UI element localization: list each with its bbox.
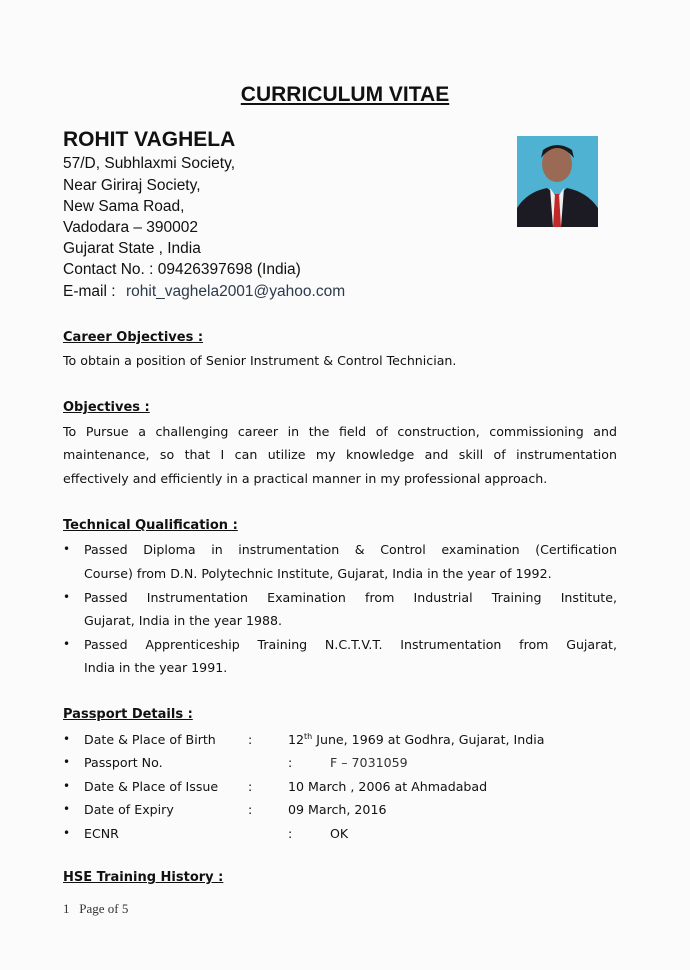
section-heading-passport: Passport Details : [63,707,193,722]
contact-number: Contact No. : 09426397698 (India) [63,261,301,278]
colon: : [288,826,293,841]
qualification-line: India in the year 1991. [84,660,228,675]
candidate-name: ROHIT VAGHELA [63,128,236,151]
address-line: Gujarat State , India [63,240,201,257]
objectives-line: effectively and efficiently in a practical manner in my professional approach. [63,471,548,486]
passport-label: Date of Expiry [84,802,174,817]
passport-value [288,732,544,747]
page-number: 1 [63,901,70,916]
address-line: New Sama Road, [63,198,185,215]
bullet-icon: • [63,637,71,651]
colon: : [248,779,253,794]
bullet-icon: • [63,732,71,746]
birth-day: 12 [288,732,305,748]
address-line: 57/D, Subhlaxmi Society, [63,155,236,172]
birth-details: June, 1969 at Godhra, Gujarat, India [312,732,545,748]
passport-label: Passport No. [84,755,163,770]
passport-value: F – 7031059 [330,755,408,770]
section-heading-hse: HSE Training History : [63,870,224,885]
qualification-line: Passed Apprenticeship Training N.C.T.V.T. Instrumentation from Gujarat, [84,637,617,652]
section-heading-objectives: Objectives : [63,400,150,415]
document-title: CURRICULUM VITAE [240,83,450,106]
email-label: E-mail : [63,283,116,300]
birth-day-suffix: th [304,732,313,741]
address-line: Vadodara – 390002 [63,219,199,236]
qualification-line: Passed Instrumentation Examination from Industrial Training Institute, [84,590,617,605]
colon: : [248,802,253,817]
passport-label: Date & Place of Birth [84,732,216,747]
career-text: To obtain a position of Senior Instrument & Control Technician. [63,353,457,368]
passport-label: ECNR [84,826,119,841]
section-heading-technical: Technical Qualification : [63,518,238,533]
page-footer [63,901,128,917]
bullet-icon: • [63,542,71,556]
email-link[interactable]: rohit_vaghela2001@yahoo.com [126,283,346,300]
colon: : [248,732,253,747]
section-heading-career: Career Objectives : [63,330,204,345]
passport-value: 09 March, 2016 [288,802,387,817]
profile-photo [517,136,598,227]
address-line: Near Giriraj Society, [63,177,201,194]
passport-value: 10 March , 2006 at Ahmadabad [288,779,488,794]
passport-label: Date & Place of Issue [84,779,219,794]
qualification-line: Course) from D.N. Polytechnic Institute, Gujarat, India in the year of 1992. [84,566,552,581]
qualification-line: Gujarat, India in the year 1988. [84,613,283,628]
objectives-line: To Pursue a challenging career in the field of construction, commissioning and [63,424,617,439]
page-text: Page of 5 [79,901,129,916]
bullet-icon: • [63,755,71,769]
colon: : [288,755,293,770]
bullet-icon: • [63,590,71,604]
bullet-icon: • [63,802,71,816]
passport-value: OK [330,826,349,841]
bullet-icon: • [63,779,71,793]
qualification-line: Passed Diploma in instrumentation & Control examination (Certification [84,542,617,557]
bullet-icon: • [63,826,71,840]
objectives-line: maintenance, so that I can utilize my knowledge and skill of instrumentation [63,447,617,462]
